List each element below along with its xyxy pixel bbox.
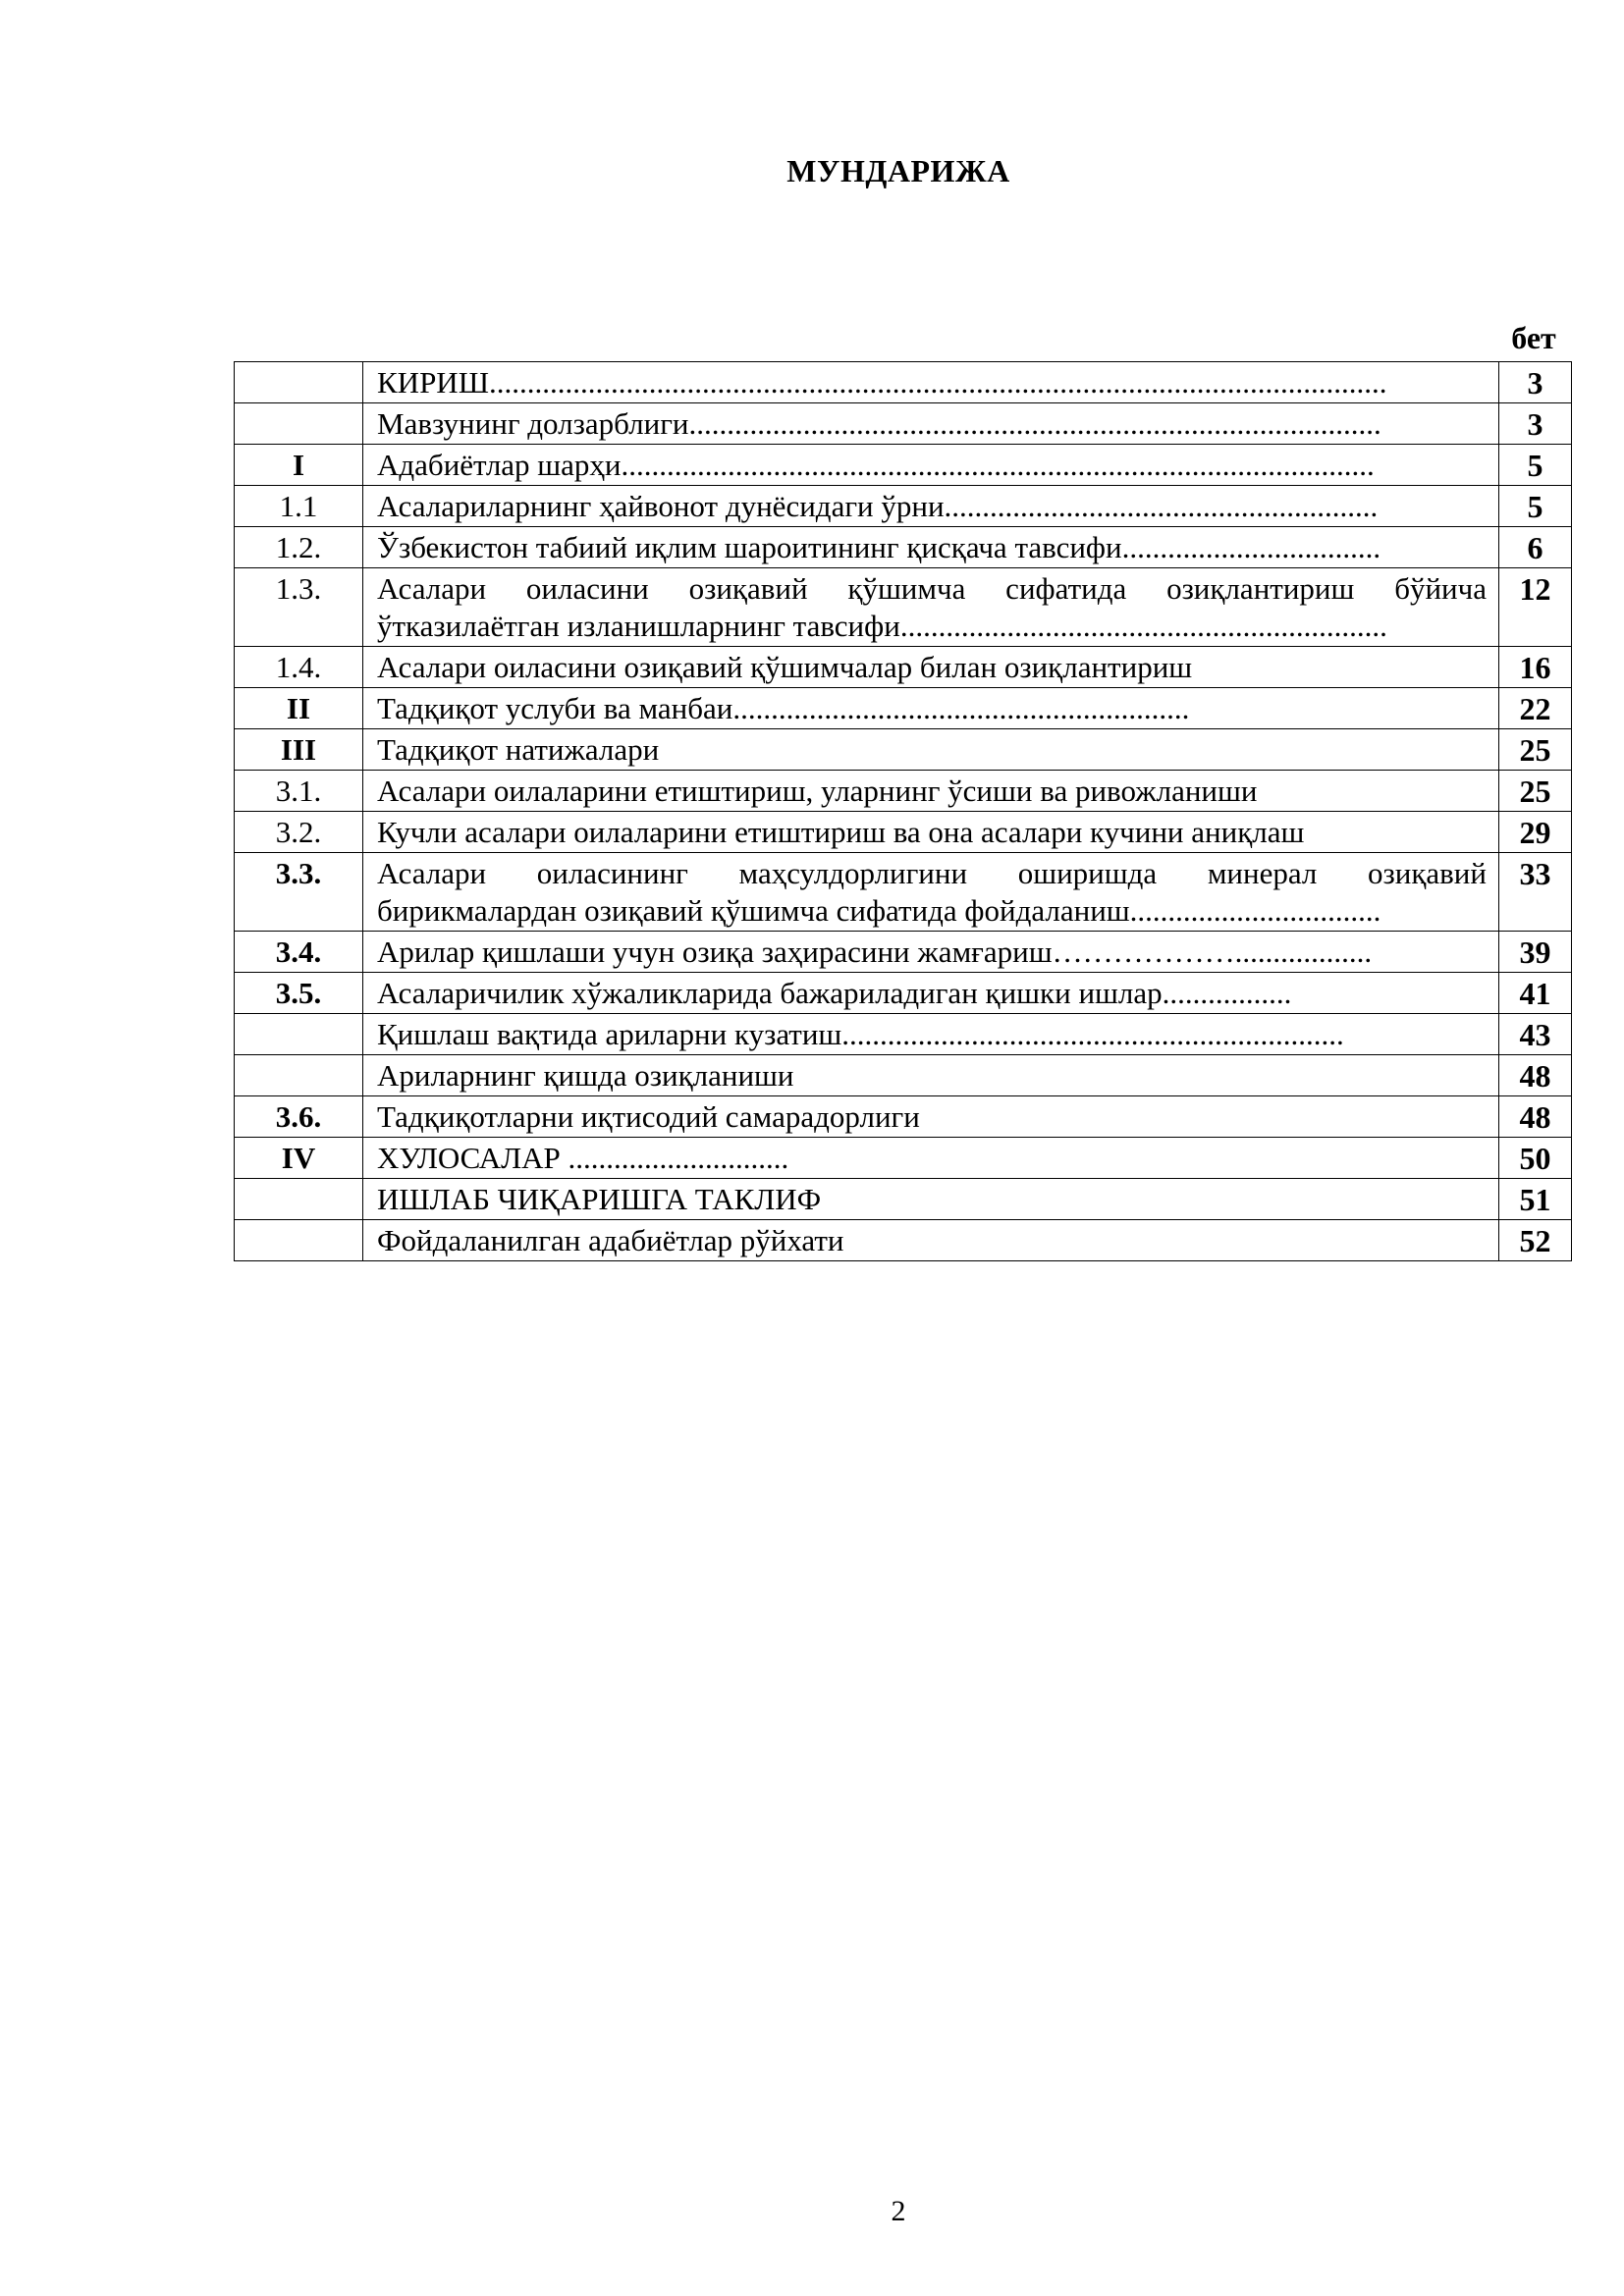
toc-page-number: 43	[1499, 1014, 1572, 1055]
toc-page-number: 48	[1499, 1055, 1572, 1096]
toc-entry-title-line: ХУЛОСАЛАР .............................	[377, 1141, 789, 1175]
toc-section-number: 1.4.	[235, 647, 363, 688]
toc-section-number	[235, 362, 363, 403]
toc-entry-title	[363, 688, 1499, 729]
toc-section-number: 1.3.	[235, 568, 363, 647]
toc-page-number: 3	[1499, 403, 1572, 445]
toc-page-number: 5	[1499, 445, 1572, 486]
toc-section-number	[235, 1055, 363, 1096]
toc-row	[235, 688, 1572, 729]
toc-entry-title-line: Тадқиқотларни иқтисодий самарадорлиги	[377, 1099, 920, 1134]
toc-row	[235, 403, 1572, 445]
toc-section-number	[235, 1179, 363, 1220]
page-column-label: бет	[1511, 320, 1556, 355]
toc-row	[235, 973, 1572, 1014]
toc-page-number: 41	[1499, 973, 1572, 1014]
toc-entry-title-line: Асалариларнинг ҳайвонот дунёсидаги ўрни.........................................................	[377, 489, 1379, 523]
toc-entry-title-line: Қишлаш вақтида ариларни кузатиш..................................................................	[377, 1017, 1344, 1051]
toc-row	[235, 771, 1572, 812]
toc-row	[235, 1138, 1572, 1179]
toc-entry-title-line: Тадқиқот услуби ва манбаи............................................................	[377, 691, 1190, 725]
toc-section-number: 3.4.	[235, 932, 363, 973]
toc-row	[235, 853, 1572, 932]
toc-row	[235, 812, 1572, 853]
toc-entry-title	[363, 729, 1499, 771]
toc-entry-title	[363, 1014, 1499, 1055]
toc-section-number: II	[235, 688, 363, 729]
toc-entry-title	[363, 973, 1499, 1014]
toc-page-number: 39	[1499, 932, 1572, 973]
toc-row	[235, 362, 1572, 403]
toc-page-number: 52	[1499, 1220, 1572, 1261]
toc-entry-title	[363, 403, 1499, 445]
toc-entry-title	[363, 1055, 1499, 1096]
toc-entry-title	[363, 1138, 1499, 1179]
toc-entry-title-line: Асалари оиласини озиқавий қўшимча сифатида озиқлантириш бўйича	[377, 571, 1487, 606]
toc-section-number: 3.1.	[235, 771, 363, 812]
toc-entry-title-line: Ўзбекистон табиий иқлим шароитининг қисқача тавсифи..................................	[377, 530, 1381, 564]
toc-page-number: 12	[1499, 568, 1572, 647]
toc-row	[235, 568, 1572, 647]
toc-entry-title	[363, 771, 1499, 812]
toc-row	[235, 527, 1572, 568]
toc-page-number: 22	[1499, 688, 1572, 729]
toc-entry-title	[363, 445, 1499, 486]
toc-row	[235, 729, 1572, 771]
toc-entry-title-line: Асалари оиласининг маҳсулдорлигини оширишда минерал озиқавий	[377, 856, 1487, 890]
toc-page-number: 6	[1499, 527, 1572, 568]
toc-section-number: 3.2.	[235, 812, 363, 853]
toc-entry-title-line: ўтказилаётган изланишларнинг тавсифи................................................................	[377, 609, 1387, 643]
toc-section-number: 3.5.	[235, 973, 363, 1014]
toc-entry-title	[363, 853, 1499, 932]
toc-page-number: 50	[1499, 1138, 1572, 1179]
toc-row	[235, 1096, 1572, 1138]
toc-entry-title-line: Ариларнинг қишда озиқланиши	[377, 1058, 794, 1093]
toc-entry-title	[363, 527, 1499, 568]
toc-section-number: 3.3.	[235, 853, 363, 932]
toc-entry-title	[363, 1220, 1499, 1261]
toc-section-number	[235, 1014, 363, 1055]
toc-entry-title-line: Тадқиқот натижалари	[377, 732, 660, 767]
toc-row	[235, 1014, 1572, 1055]
toc-entry-title-line: Кучли асалари оилаларини етиштириш ва она асалари кучини аниқлаш	[377, 815, 1305, 849]
toc-section-number: 1.2.	[235, 527, 363, 568]
toc-entry-title	[363, 486, 1499, 527]
toc-entry-title-line: бирикмалардан озиқавий қўшимча сифатида фойдаланиш.................................	[377, 893, 1381, 928]
toc-entry-title	[363, 1179, 1499, 1220]
toc-row	[235, 1220, 1572, 1261]
toc-section-number: I	[235, 445, 363, 486]
toc-entry-title-line: Мавзунинг долзарблиги...........................................................................................	[377, 406, 1381, 441]
toc-row	[235, 932, 1572, 973]
toc-entry-title	[363, 647, 1499, 688]
toc-section-number: III	[235, 729, 363, 771]
toc-page-number: 16	[1499, 647, 1572, 688]
toc-body	[235, 362, 1572, 1261]
toc-section-number	[235, 403, 363, 445]
toc-entry-title	[363, 362, 1499, 403]
toc-entry-title	[363, 932, 1499, 973]
toc-row	[235, 1179, 1572, 1220]
toc-row	[235, 647, 1572, 688]
toc-section-number: 3.6.	[235, 1096, 363, 1138]
toc-page-number: 25	[1499, 771, 1572, 812]
toc-entry-title-line: Адабиётлар шарҳи...................................................................................................	[377, 448, 1375, 482]
toc-section-number	[235, 1220, 363, 1261]
toc-entry-title	[363, 812, 1499, 853]
toc-entry-title-line: Асаларичилик хўжаликларида бажариладиган қишки ишлар.................	[377, 976, 1292, 1010]
toc-page-number: 29	[1499, 812, 1572, 853]
toc-row	[235, 486, 1572, 527]
toc-row	[235, 1055, 1572, 1096]
toc-entry-title-line: Арилар қишлаши учун озиқа заҳирасини жамғариш………………..................	[377, 934, 1373, 969]
toc-page-number: 5	[1499, 486, 1572, 527]
toc-page-number: 3	[1499, 362, 1572, 403]
page-number: 2	[891, 2195, 906, 2227]
toc-entry-title-line: КИРИШ......................................................................................................................	[377, 365, 1387, 400]
table-of-contents	[234, 361, 1572, 1261]
toc-page-number: 48	[1499, 1096, 1572, 1138]
toc-entry-title-line: Асалари оилаларини етиштириш, уларнинг ўсиши ва ривожланиши	[377, 774, 1258, 808]
toc-entry-title-line: Фойдаланилган адабиётлар рўйхати	[377, 1223, 844, 1257]
toc-page-number: 25	[1499, 729, 1572, 771]
toc-page-number: 33	[1499, 853, 1572, 932]
page-title: МУНДАРИЖА	[786, 153, 1010, 188]
toc-entry-title-line: Асалари оиласини озиқавий қўшимчалар билан озиқлантириш	[377, 650, 1193, 684]
toc-row	[235, 445, 1572, 486]
toc-entry-title	[363, 568, 1499, 647]
toc-section-number: IV	[235, 1138, 363, 1179]
toc-section-number: 1.1	[235, 486, 363, 527]
toc-page-number: 51	[1499, 1179, 1572, 1220]
toc-entry-title-line: ИШЛАБ ЧИҚАРИШГА ТАКЛИФ	[377, 1182, 822, 1216]
toc-entry-title	[363, 1096, 1499, 1138]
